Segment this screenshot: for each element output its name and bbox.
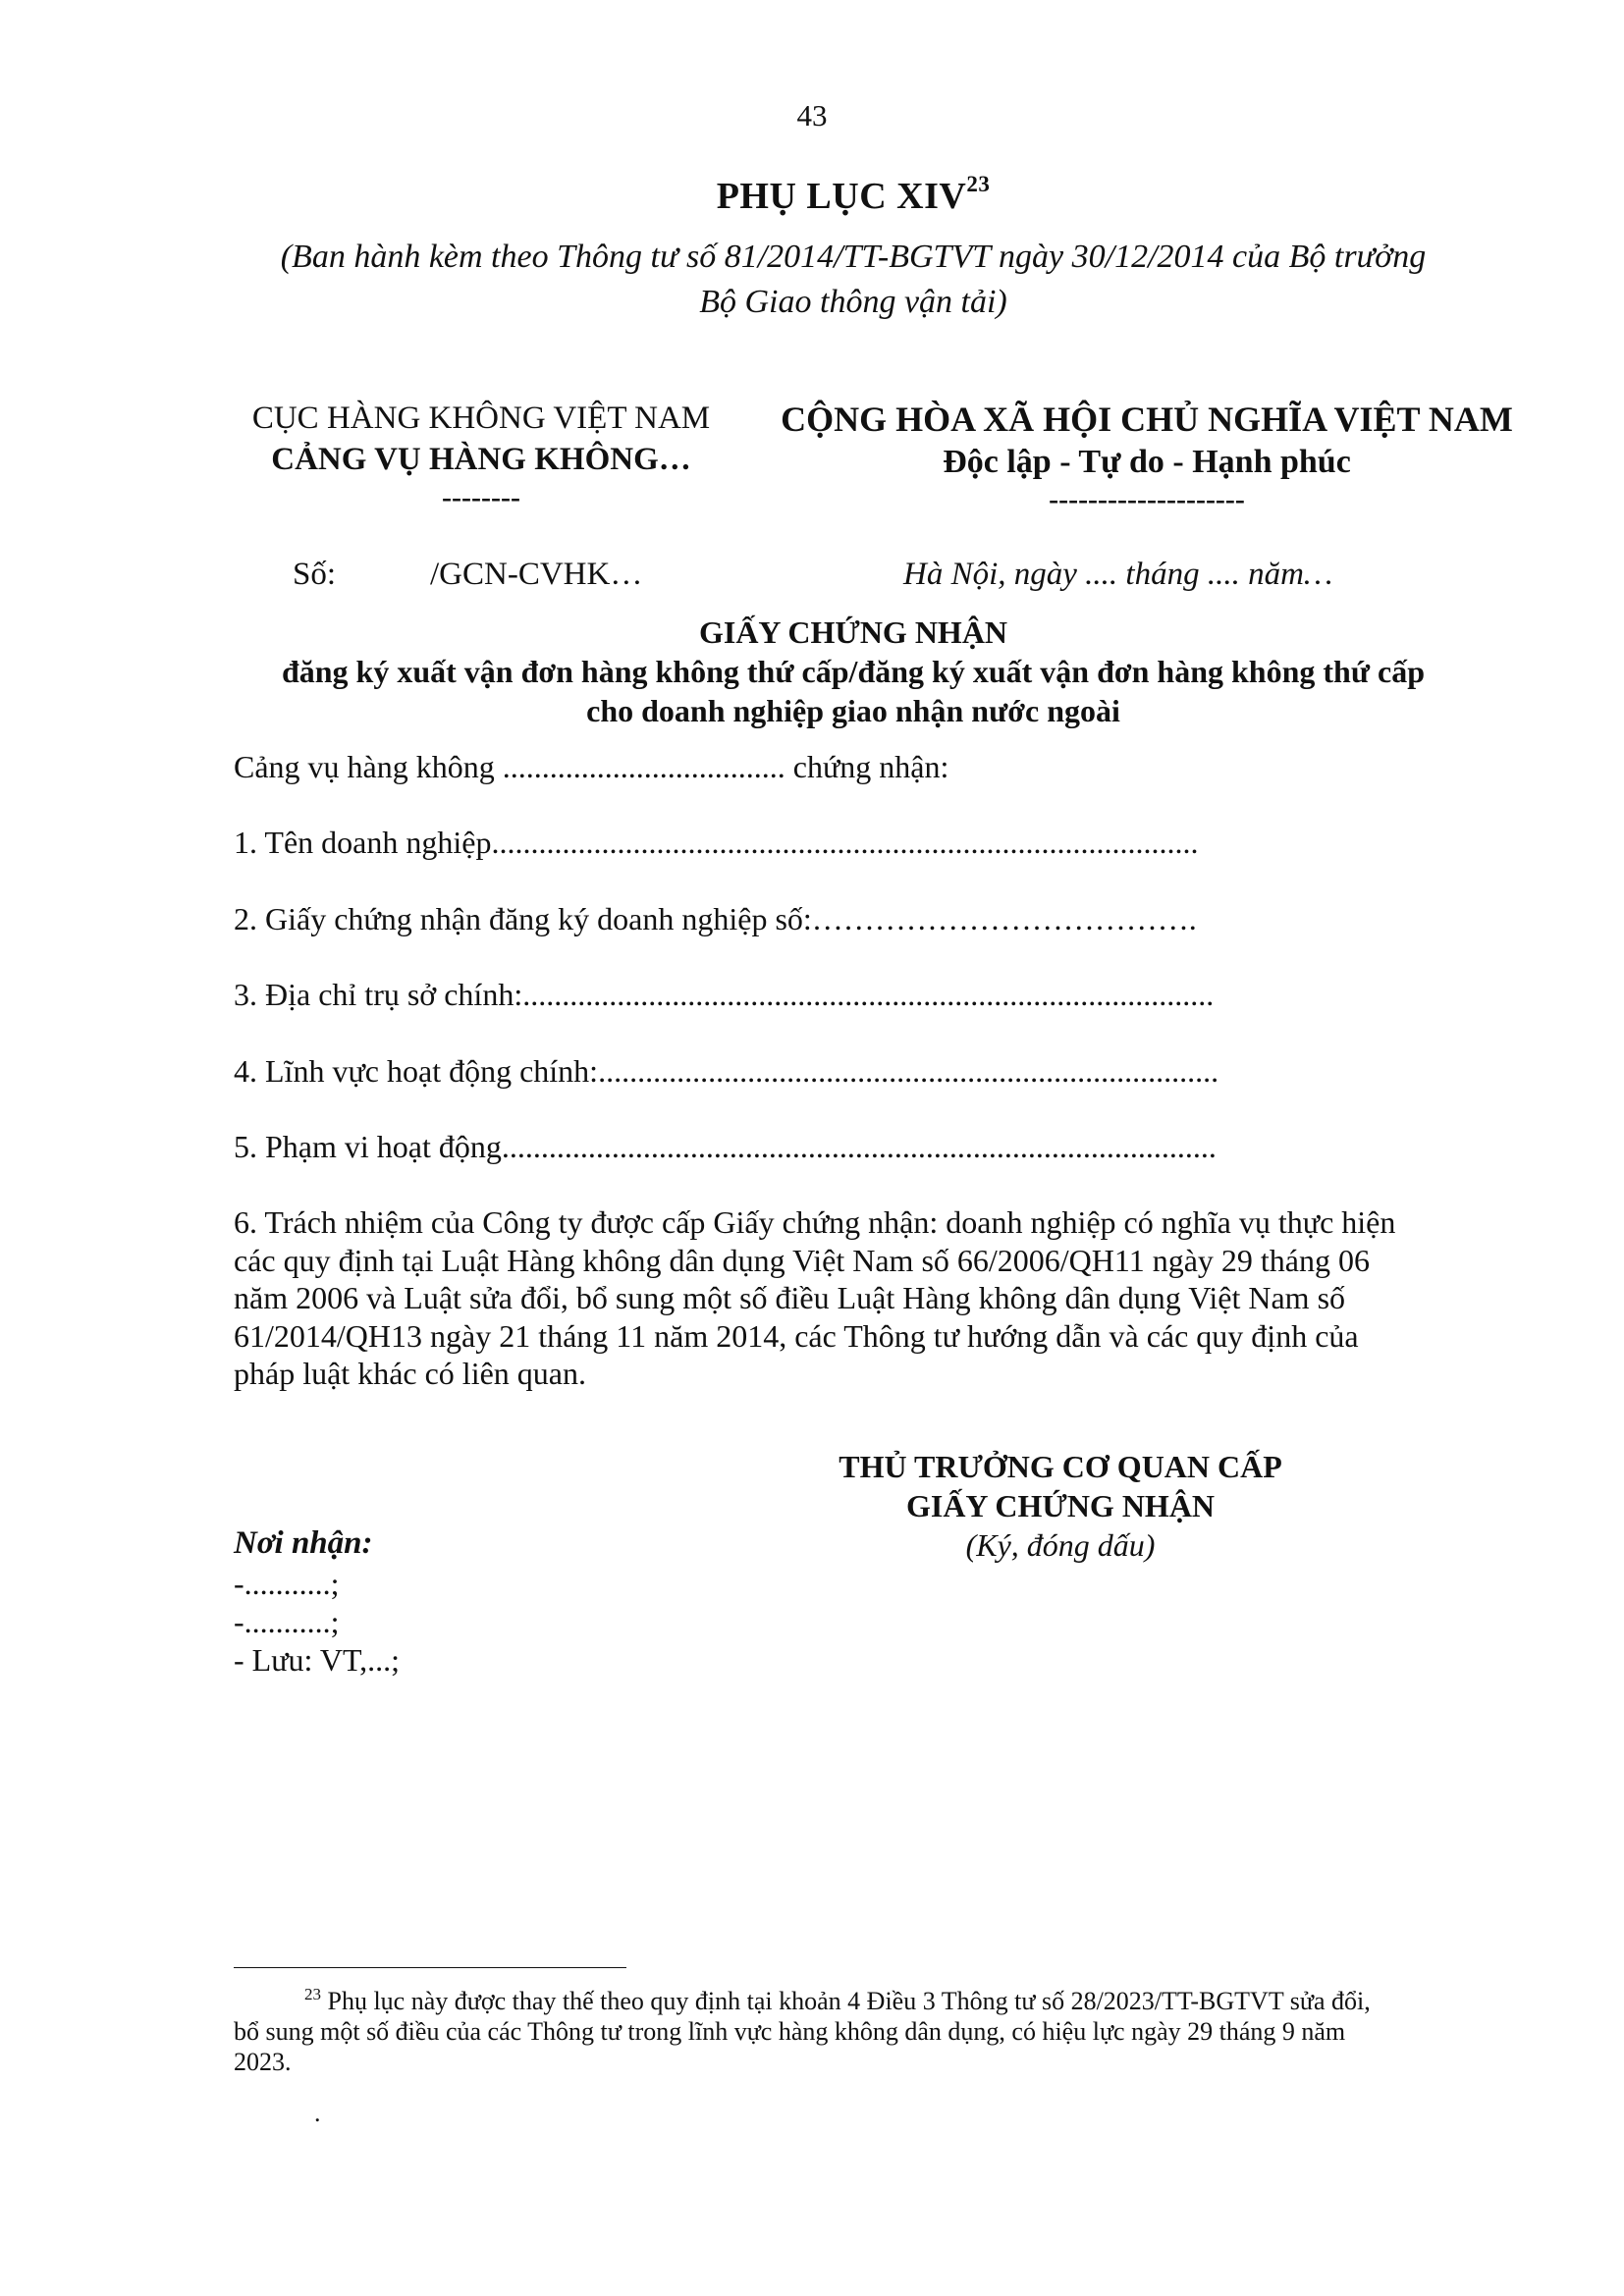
- document-number-code: /GCN-CVHK…: [430, 557, 643, 592]
- footnote-line-2: bổ sung một số điều của các Thông tư trong lĩnh vực hàng không dân dụng, có hiệu lực ngày 29 tháng 9 năm: [234, 2017, 1346, 2046]
- paragraph-line: 61/2014/QH13 ngày 21 tháng 11 năm 2014, các Thông tư hướng dẫn và các quy định của: [234, 1317, 1359, 1354]
- stray-mark: .: [314, 2099, 321, 2127]
- field-main-business-line: 4. Lĩnh vực hoạt động chính:...............................................................................: [234, 1053, 1219, 1089]
- certificate-subtitle-line-1: đăng ký xuất vận đơn hàng không thứ cấp/đăng ký xuất vận đơn hàng không thứ cấp: [281, 654, 1426, 689]
- footnote: [234, 1979, 1530, 2077]
- footnote-line-3: 2023.: [234, 2048, 292, 2076]
- paragraph-line: năm 2006 và Luật sửa đổi, bổ sung một số điều Luật Hàng không dân dụng Việt Nam số: [234, 1280, 1346, 1315]
- field-enterprise-name: 1. Tên doanh nghiệp..........................................................................................: [234, 825, 1199, 860]
- responsibility-paragraph: [234, 1203, 1530, 1393]
- appendix-subtitle-line-1: (Ban hành kèm theo Thông tư số 81/2014/TT-BGTVT ngày 30/12/2014 của Bộ trưởng: [280, 239, 1427, 275]
- document-number-label: Số:: [293, 557, 337, 592]
- footnote-reference[interactable]: 23: [966, 172, 991, 196]
- appendix-title-text: PHỤ LỤC XIV: [716, 176, 967, 217]
- paragraph-line: các quy định tại Luật Hàng không dân dụng Việt Nam số 66/2006/QH11 ngày 29 tháng 06: [234, 1242, 1370, 1278]
- certificate-title: GIẤY CHỨNG NHẬN: [698, 614, 1008, 650]
- certificate-subtitle-line-2: cho doanh nghiệp giao nhận nước ngoài: [586, 693, 1120, 728]
- footnote-separator: [234, 1967, 626, 1968]
- field-business-registration-number: 2. Giấy chứng nhận đăng ký doanh nghiệp số:……………………………….: [234, 901, 1197, 936]
- recipients-title: Nơi nhận:: [234, 1525, 373, 1561]
- recipient-item: -...........;: [234, 1604, 340, 1639]
- signer-title-line-2: GIẤY CHỨNG NHẬN: [905, 1488, 1216, 1523]
- motto-divider: --------------------: [1049, 483, 1245, 515]
- nation-name: CỘNG HÒA XÃ HỘI CHỦ NGHĨA VIỆT NAM: [781, 400, 1513, 439]
- footnote-text: Phụ lục này được thay thế theo quy định tại khoản 4 Điều 3 Thông tư số 28/2023/TT-BGTVT sửa đổi,: [321, 1987, 1371, 2015]
- appendix-title: [0, 172, 1624, 218]
- place-and-date: Hà Nội, ngày .... tháng .... năm…: [903, 557, 1333, 592]
- paragraph-line: pháp luật khác có liên quan.: [234, 1356, 586, 1391]
- footnote-number: 23: [304, 1985, 321, 2003]
- recipient-item: -...........;: [234, 1566, 340, 1601]
- recipient-item: - Lưu: VT,...;: [234, 1642, 401, 1678]
- agency-name: CẢNG VỤ HÀNG KHÔNG…: [271, 442, 691, 477]
- certification-intro: Cảng vụ hàng không .................................... chứng nhận:: [234, 749, 949, 784]
- agency-divider: --------: [442, 481, 520, 513]
- signature-note: (Ký, đóng dấu): [965, 1527, 1156, 1563]
- field-head-office-address: 3. Địa chỉ trụ sở chính:........................................................................................: [234, 977, 1215, 1012]
- signer-title-line-1: THỦ TRƯỞNG CƠ QUAN CẤP: [839, 1449, 1282, 1484]
- field-scope-of-operation: 5. Phạm vi hoạt động...........................................................................................: [234, 1129, 1217, 1164]
- paragraph-line: 6. Trách nhiệm của Công ty được cấp Giấy chứng nhận: doanh nghiệp có nghĩa vụ thực hiện: [234, 1204, 1396, 1240]
- national-motto: Độc lập - Tự do - Hạnh phúc: [943, 444, 1351, 480]
- appendix-subtitle-line-2: Bộ Giao thông vận tải): [699, 284, 1007, 320]
- footnote-line-1: [234, 1979, 1530, 2016]
- agency-parent: CỤC HÀNG KHÔNG VIỆT NAM: [251, 400, 711, 436]
- page-number: 43: [796, 98, 828, 133]
